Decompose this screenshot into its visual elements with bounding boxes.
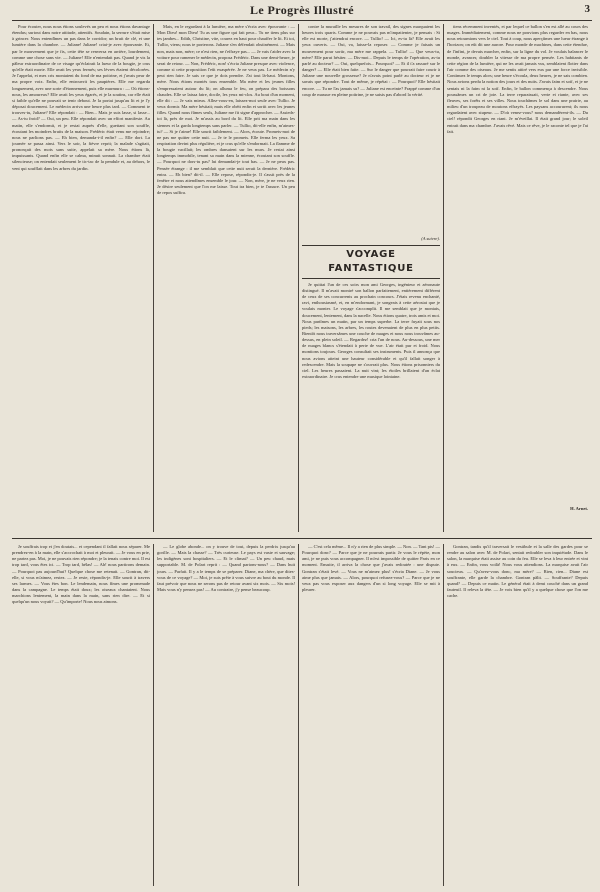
column-1-text: Pour écouter, nous nous étions soulevés un peu et nous étions davantage étendus; surtout dans notre attitude, attentifs. Soudain, la serrure s'était mise à grincer. Nous entendîmes un pas dans le corridor; un bruit de clé, et une lumière dans la chambre. — Juliane! Juliane! criai-je avec épouvante. Et, par le mouvement que je fis, cette tête se renversa en arrière, lourdement, comme une chose sans vie. — Juliane! Elle n'entendait pas. Quand je vis la pâleur extraordinaire de ce visage qu'éclairait la lueur de la bougie, je crus qu'elle était morte. Elle avait les yeux fermés; ses lèvres étaient décolorées. Je l'appelai, et mes cris montaient du fond de ma poitrine, et j'avais peur de ma propre voix. Enfin, elle entrouvrit les paupières. Elle me regarda longuement, avec une sorte d'étonnement, puis elle murmura : — Où étions-nous, les amoureux? Elle avait les yeux égarés, et je la soutins, car elle était si faible qu'elle ne pouvait se tenir debout. Je la portai jusqu'au lit et je l'y déposai doucement. Le médecin arriva une heure plus tard. — Comment te trouves-tu, Juliane? Elle répondait : — Bien... Mais je suis lasse, si lasse... — As-tu froid? — Oui, un peu. Elle répondait avec un effort manifeste. Au matin, elle s'endormit, et je restai auprès d'elle, guettant son souffle, écoutant les moindres bruits de la maison. Frédéric était venu me rejoindre; nous ne parlions pas. — Eh bien, demanda-t-il enfin? — Elle dort. La journée se passa ainsi. Vers le soir, la fièvre reprit; la malade s'agitait, prononçait des mots sans suite, appelait sa mère. Nous étions là, impuissants. Quand enfin elle se calma, minuit sonnait. La chambre était silencieuse; on entendait seulement le tic-tac de la pendule et, au dehors, le vent qui soufflait dans les arbres du jardin. bbox=[12, 24, 150, 171]
column-2-text: Mais, en le regardant à la lumière, ma mère s'écria avec épouvante : — Mon Dieu! mon Dieu! Tu as une figure qui fait peur... Tu ne tiens plus sur tes jambes... Edith, Christine, vite, courez en haut pour chauffer le lit. Et toi, Tullio, viens; nous te porterons. Juliane s'en défendait obstinément. — Mais non, mais non, mère; ce n'est rien, ne t'effraye pas... — Je vais t'aider avec la voiture pour ramener le médecin, proposa Frédéric. Dans une demi-heure, je serai de retour. — Non, Frédéric, non! s'écria Juliane presque avec violence, comme si cette proposition l'eût exaspérée. Je ne veux pas. Le médecin n'y peut rien faire. Je sais ce que je dois prendre. J'ai tout là-haut. Montons, mère. Nous étions montés tous ensemble. Ma mère et les jeunes filles s'empressaient autour du lit; on alluma le feu, on prépara des boissons chaudes. Elle se laissa faire, docile, les yeux mi-clos. Au bout d'un moment, elle dit : — Je vais mieux. Allez-vous-en, laissez-moi seule avec Tullio. Je veux dormir. Ma mère hésitait; mais elle obéit enfin et sortit avec les jeunes filles. Quand nous fûmes seuls, Juliane me fit signe d'approcher. — Assieds-toi là, près de moi. Je m'assis au bord du lit. Elle prit ma main dans les siennes et la garda longtemps sans parler. — Tullio, dit-elle enfin, m'aimes-tu? — Si je t'aime! Elle sourit faiblement. — Alors, écoute. Promets-moi de ne pas me quitter cette nuit. — Je te le promets. Elle ferma les yeux. Sa respiration devint plus régulière, et je crus qu'elle s'endormait. La flamme de la bougie vacillait; les ombres dansaient sur les murs. Je restai ainsi longtemps immobile, tenant sa main dans la mienne, écoutant son souffle. — Pourquoi ne dors-tu pas? lui demandai-je tout bas. — Je ne peux pas. Pensée étrange : il me semblait que cette nuit serait la dernière. Frédéric entra. — Eh bien? dit-il. — Elle repose, répondis-je. Il s'assit près de la fenêtre et nous attendîmes ensemble le jour. — Non, mère, je ne veux rien. Je désire seulement que l'on me laisse. Tout ira bien, je te l'assure. Un peu de repos suffira. bbox=[157, 24, 295, 196]
bottom-column-1-text: Je souffrais trop et j'en doutais... et cependant il fallait nous séparer. Me prendrez-en à la main, elle s'accrochait à moi et pleurait. — Je vous en prie, ne partez pas. Moi, je ne pouvais rien répondre; je la tenais contre moi. Il est trop tard, vous êtes ici. — Trop tard, hélas! — Ah! nous partirons demain. — Pourquoi pas aujourd'hui? Quelque chose me retenait. — Gontran, dit-elle, si vous m'aimez, restez. — Je reste, répondis-je. Elle sourit à travers ses larmes. — Vous êtes bon. Le lendemain, nous fîmes une promenade dans la campagne. Le temps était doux; les oiseaux chantaient. Nous marchions lentement, la main dans la main, sans rien dire. — Et si quelqu'un nous voyait? — Qu'importe! Nous nous aimons. bbox=[12, 544, 150, 605]
author-signature: H. Arnet. bbox=[570, 506, 588, 511]
bottom-column-3-text: — C'est cela même... Il n'y a rien de plus simple. — Non. — Tant pis! — Pourquoi donc? — Parce que je ne pourrais partir. Je vous le répète, mon ami, je ne puis vous accompagner. Il m'est impossible de quitter Paris en ce moment. Ensuite, il arriva la chose que j'avais redoutée : une dispute. Gontran s'était levé. — Vous ne m'aimez plus! s'écria Diane. — Je vous aime plus que jamais. — Alors, pourquoi refusez-vous? — Parce que je ne veux pas vous exposer aux dangers d'un si long voyage. Elle se mit à pleurer. bbox=[302, 544, 440, 593]
column-divider bbox=[298, 24, 299, 532]
heading-rule bbox=[302, 278, 440, 279]
column-divider bbox=[298, 544, 299, 886]
story-text: Je quittai l'un de ces soirs mon ami Georges, ingénieur et aéronaute distingué. Il m'avait montré son ballon parfaitement, entièrement différent de ceux de ses concurrents au prochain concours. J'étais revenu enchanté, ravi, enthousiasmé, et, en m'endormant, je songeais à cette aérostat que je voulais monter. Le voyage s'accomplit. Il me semblait que je montais, doucement, lentement, dans la nacelle. Nous étions quatre, trois amis et moi. Nous partîmes un matin, par un temps superbe. La terre fuyait sous nos pieds; les maisons, les arbres, les routes devenaient de plus en plus petits. Bientôt nous traversâmes une couche de nuages et nous nous trouvâmes au-dessus, en plein soleil. — Regardez! cria l'un de nous. Au-dessous, une mer de nuages blancs s'étendait à perte de vue. L'air était pur et froid. Nous montions toujours. Georges consultait ses instruments. Puis il annonça que nous avions atteint une hauteur considérable et qu'il fallait songer à redescendre. Mais la soupape ne s'ouvrait plus. Nous étions prisonniers du ciel. Les heures passaient. La nuit vint; les étoiles brillaient d'un éclat extraordinaire. Je crus entendre une musique lointaine. bbox=[302, 281, 440, 380]
bottom-column-4 bbox=[447, 544, 588, 886]
bottom-column-3 bbox=[302, 544, 440, 886]
column-divider bbox=[443, 544, 444, 886]
bottom-column-2-text: — Le globe abonde... on y trouve de tout, depuis la perdrix jusqu'au gorille. — Mais la chasse? — Très curieuse. Le pays est vaste et sauvage; les indigènes sont hospitaliers. — Et le climat? — Un peu chaud, mais supportable. M. de Polart reprit : — Quand partons-nous? — Dans huit jours. — Parfait. Il y a le temps de se préparer. Diane, ma chère, que dites-vous de ce voyage? — Moi, je suis prête à vous suivre au bout du monde. Il faut prévoir que nous ne serons pas de retour avant six mois. — Six mois! Mais vous n'y pensez pas! — Au contraire, j'y pense beaucoup. bbox=[157, 544, 295, 593]
page-header bbox=[12, 3, 592, 21]
heading-rule bbox=[302, 245, 440, 246]
bottom-column-4-text: Gontran, tandis qu'il traversait le vestibule et la salle des gardes pour se rendre au salon avec M. de Polart, sentait redoubler son inquiétude. Dans le salon, la marquise était assise au coin du feu. Elle se leva à leur entrée et vint à eux. — Enfin, vous voilà! Nous vous attendions. La marquise avait l'air soucieux. — Qu'avez-vous donc, ma mère? — Rien, rien... Diane est souffrante, elle garde la chambre. Gontran pâlit. — Souffrante? Depuis quand? — Depuis ce matin. Le général était à demi couché dans un grand fauteuil. Il releva la tête. — Je vois bien qu'il y a quelque chose que l'on me cache. bbox=[447, 544, 588, 599]
column-divider bbox=[153, 24, 154, 532]
bottom-column-1 bbox=[12, 544, 150, 886]
column-4-body bbox=[447, 24, 588, 504]
section-rule bbox=[12, 538, 592, 539]
story-heading bbox=[302, 245, 440, 279]
column-3-text: contre la muraille les mesures de son travail, des signes marquaient les heures trois quarts. Comme je ne pouvais pas m'impatienter, je pensais : Si elle est morte, j'attendrai encore. — Tullio! — Ici, es-tu là? Elle avait les yeux ouverts. — Oui, va, laisse-la reposer. — Comme je faisais un mouvement pour sortir, ma mère me rappela. — Tullio! — Que veux-tu, mère? Elle parut hésiter. — Dis-moi... Depuis le temps de l'opération, as-tu parlé au docteur? — Oui, quelquefois... Pourquoi? — Et il t'a rassuré sur le danger? — Elle était bien faite. — Sur le danger que pourrait faire courir à Juliane une nouvelle grossesse? Je n'avais point parlé au docteur et je ne savais que répondre. Tout de même, je répétai : — Pourquoi? Elle hésitait encore. — Tu ne l'as jamais su? — Juliane est enceinte? Frappé comme d'un coup de massue en pleine poitrine, je ne saisis pas d'abord la vérité. bbox=[302, 24, 440, 97]
to-be-continued: (A suivre). bbox=[421, 236, 440, 241]
newspaper-title: Le Progrès Illustré bbox=[249, 3, 355, 17]
story-title: VOYAGE FANTASTIQUE bbox=[328, 248, 414, 274]
column-divider bbox=[153, 544, 154, 886]
page-number: 3 bbox=[584, 3, 590, 15]
bottom-column-2 bbox=[157, 544, 295, 886]
serial-continuation bbox=[302, 24, 440, 234]
column-3 bbox=[302, 24, 440, 532]
column-divider bbox=[443, 24, 444, 532]
column-2 bbox=[157, 24, 295, 532]
column-4-text: tiens récemment inventés, et par lequel ce ballon s'en est allé au cours des nuages. Immédiatement, comme nous ne pouvions plus regarder en bas, nous nous retournions vers le ciel. Tout à coup, nous aperçûmes une lueur étrange à l'horizon; on eût dit une aurore. Pour monde de machines, dans cette étendue, de l'infini, je devais marcher, enfin, sur la ligne du vol. Je voulais balancer le monde, avancer, doubler la vitesse de ma propre pensée. Les habitants de cette région de la lumière, qui ne les avait jamais vus, semblaient flotter dans l'air comme des oiseaux. Je me sentis attiré vers eux par une force invisible. Continuez le temps alors; une heure s'écoula, deux heures, je ne sais combien. Nous avions perdu la notion des jours et des nuits. J'avais faim et soif, et je ne sentais ni la faim ni la soif. Enfin, le ballon commença à descendre. Nous poussâmes un cri de joie. La terre reparaissait, verte et riante, avec ses fleuves, ses forêts et ses villes. Nous touchâmes le sol dans une prairie, au milieu d'un troupeau de moutons effrayés. Les paysans accoururent; ils nous regardaient avec stupeur. — D'où venez-vous? nous demandèrent-ils. — Du ciel! répondit Georges en riant. Je m'éveillai. Il était grand jour; le soleil entrait dans ma chambre. J'avais rêvé. Mais ce rêve, je le raconte tel que je l'ai fait. bbox=[447, 24, 588, 134]
column-1 bbox=[12, 24, 150, 532]
column-4 bbox=[447, 24, 588, 532]
